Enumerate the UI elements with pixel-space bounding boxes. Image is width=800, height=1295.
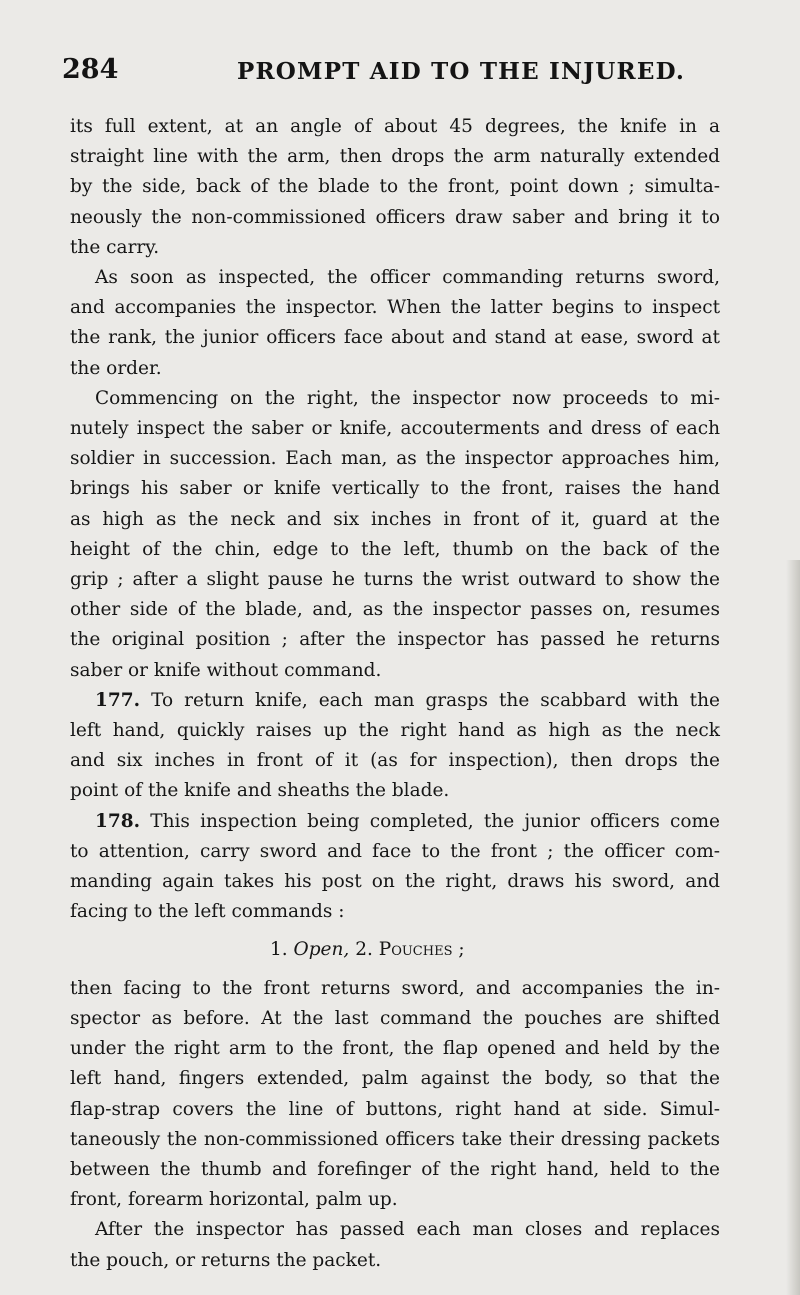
paragraph-number: 177. [95, 689, 141, 711]
text-line: the rank, the junior officers face about and stand at ease, sword at [70, 327, 720, 349]
text-line: by the side, back of the blade to the front, point down ; simulta- [70, 176, 720, 198]
text-segment: This inspection being completed, the junior officers come [150, 810, 720, 832]
text-line [70, 686, 720, 716]
command-line [70, 935, 720, 965]
text-line: grip ; after a slight pause he turns the wrist outward to show the [70, 569, 720, 591]
text-line: left hand, fingers extended, palm against the body, so that the [70, 1068, 720, 1090]
text-line: its full extent, at an angle of about 45 degrees, the knife in a [70, 116, 720, 137]
text-line: and six inches in front of it (as for inspection), then drops the [70, 750, 720, 772]
text-line: to attention, carry sword and face to the front ; the officer com- [70, 840, 720, 862]
text-line: then facing to the front returns sword, and accompanies the in- [70, 977, 720, 999]
command-word: Pouches ; [378, 939, 465, 961]
text-line: flap-strap covers the line of buttons, right hand at side. Simul- [70, 1098, 720, 1120]
text-line: the carry. [70, 236, 160, 258]
text-line: between the thumb and forefinger of the right hand, held to the [70, 1158, 720, 1180]
running-title: PROMPT AID TO THE INJURED. [237, 58, 686, 85]
text-line: front, forearm horizontal, palm up. [70, 1189, 398, 1211]
paragraph-number: 178. [95, 810, 141, 832]
text-line: soldier in succession. Each man, as the inspector approaches him, [70, 448, 720, 470]
text-line: Commencing on the right, the inspector now proceeds to mi- [95, 387, 720, 409]
text-line: nutely inspect the saber or knife, accouterments and dress of each [70, 418, 720, 440]
text-line: the pouch, or returns the packet. [70, 1249, 382, 1271]
text-line: saber or knife without command. [70, 659, 382, 681]
text-line: other side of the blade, and, as the inspector passes on, resumes [70, 599, 720, 621]
text-line: point of the knife and sheaths the blade. [70, 780, 450, 802]
command-number: 2. [355, 939, 373, 961]
text-line: After the inspector has passed each man closes and replaces [95, 1219, 720, 1241]
text-line: neously the non-commissioned officers draw saber and bring it to [70, 206, 720, 228]
text-line: manding again takes his post on the right, draws his sword, and [70, 871, 720, 893]
page-number: 284 [62, 54, 119, 85]
text-line: brings his saber or knife vertically to the front, raises the hand [70, 478, 720, 500]
text-line: and accompanies the inspector. When the latter begins to inspect [70, 297, 720, 319]
text-line: under the right arm to the front, the flap opened and held by the [70, 1038, 720, 1060]
page-edge-shadow [786, 560, 800, 1295]
text-line [70, 807, 720, 837]
text-line: left hand, quickly raises up the right hand as high as the neck [70, 720, 720, 742]
text-line: the order. [70, 357, 162, 379]
text-line: straight line with the arm, then drops the arm naturally extended [70, 146, 720, 168]
command-word: Open, [293, 939, 350, 961]
text-line: As soon as inspected, the officer commanding returns sword, [95, 267, 720, 289]
page-header [62, 54, 740, 94]
body-text [70, 112, 720, 1276]
text-segment: To return knife, each man grasps the scabbard with the [151, 689, 720, 711]
text-line: spector as before. At the last command the pouches are shifted [70, 1007, 720, 1029]
text-line: the original position ; after the inspector has passed he returns [70, 629, 720, 651]
text-line: taneously the non-commissioned officers take their dressing packets [70, 1128, 720, 1150]
text-line: height of the chin, edge to the left, thumb on the back of the [70, 538, 720, 560]
command-number: 1. [270, 939, 288, 961]
text-line: facing to the left commands : [70, 901, 345, 923]
text-line: as high as the neck and six inches in front of it, guard at the [70, 508, 720, 530]
